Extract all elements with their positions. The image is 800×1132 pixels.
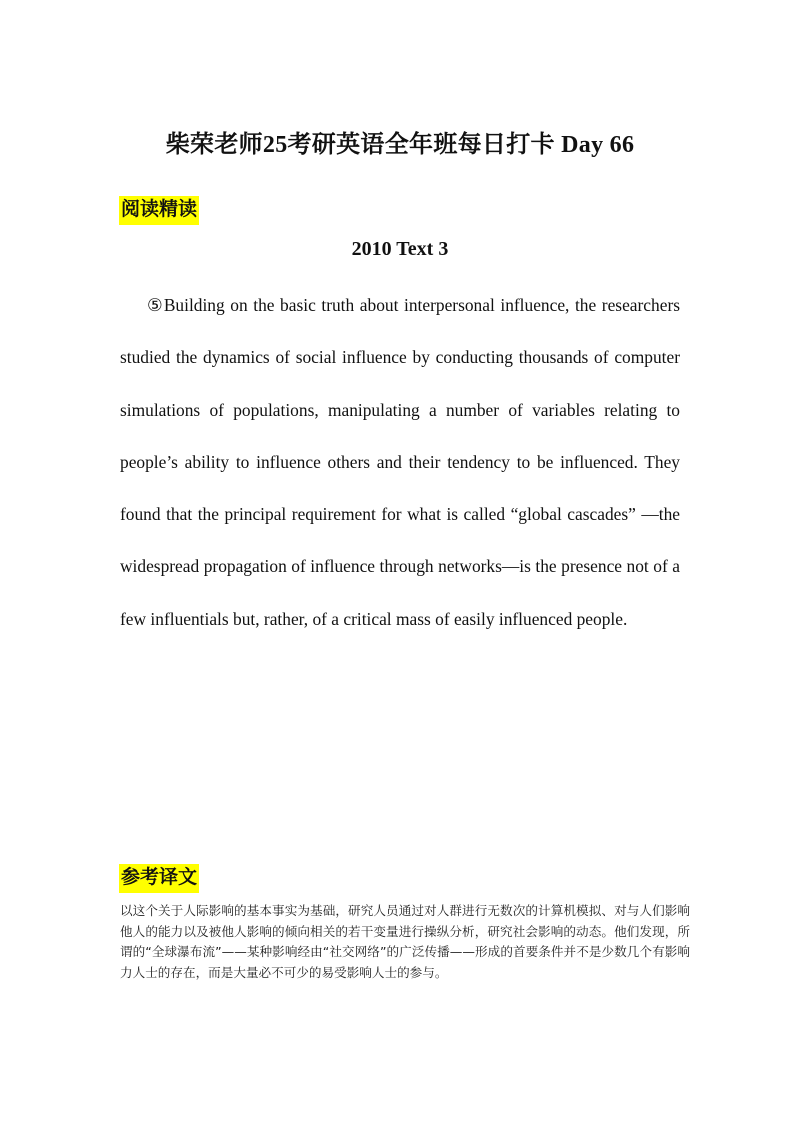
page-title: 柴荣老师25考研英语全年班每日打卡 Day 66 <box>165 132 635 158</box>
reading-passage: ⑤Building on the basic truth about interpersonal influence, the researchers studied the dynamics of social influence by conducting thousands of computer simulations of populations, manipulating a number of variables relating to people’s ability to influence others and their tendency to be influenced. They found that the principal requirement for what is called “global cascades” —the widespread propagation of influence through networks—is the presence not of a few influentials but, rather, of a critical mass of easily influenced people. <box>120 295 680 629</box>
translation-paragraph: 以这个关于人际影响的基本事实为基础，研究人员通过对人群进行无数次的计算机模拟、对与人们影响他人的能力以及被他人影响的倾向相关的若干变量进行操纵分析，研究社会影响的动态。他们发现，所谓的“全球瀑布流”——某种影响经由“社交网络”的广泛传播——形成的首要条件并不是少数几个有影响力人士的存在，而是大量必不可少的易受影响人士的参与。 <box>120 903 690 980</box>
text-title: 2010 Text 3 <box>351 238 449 260</box>
section-label-reading: 阅读精读 <box>119 196 199 225</box>
section-label-translation: 参考译文 <box>119 864 199 893</box>
